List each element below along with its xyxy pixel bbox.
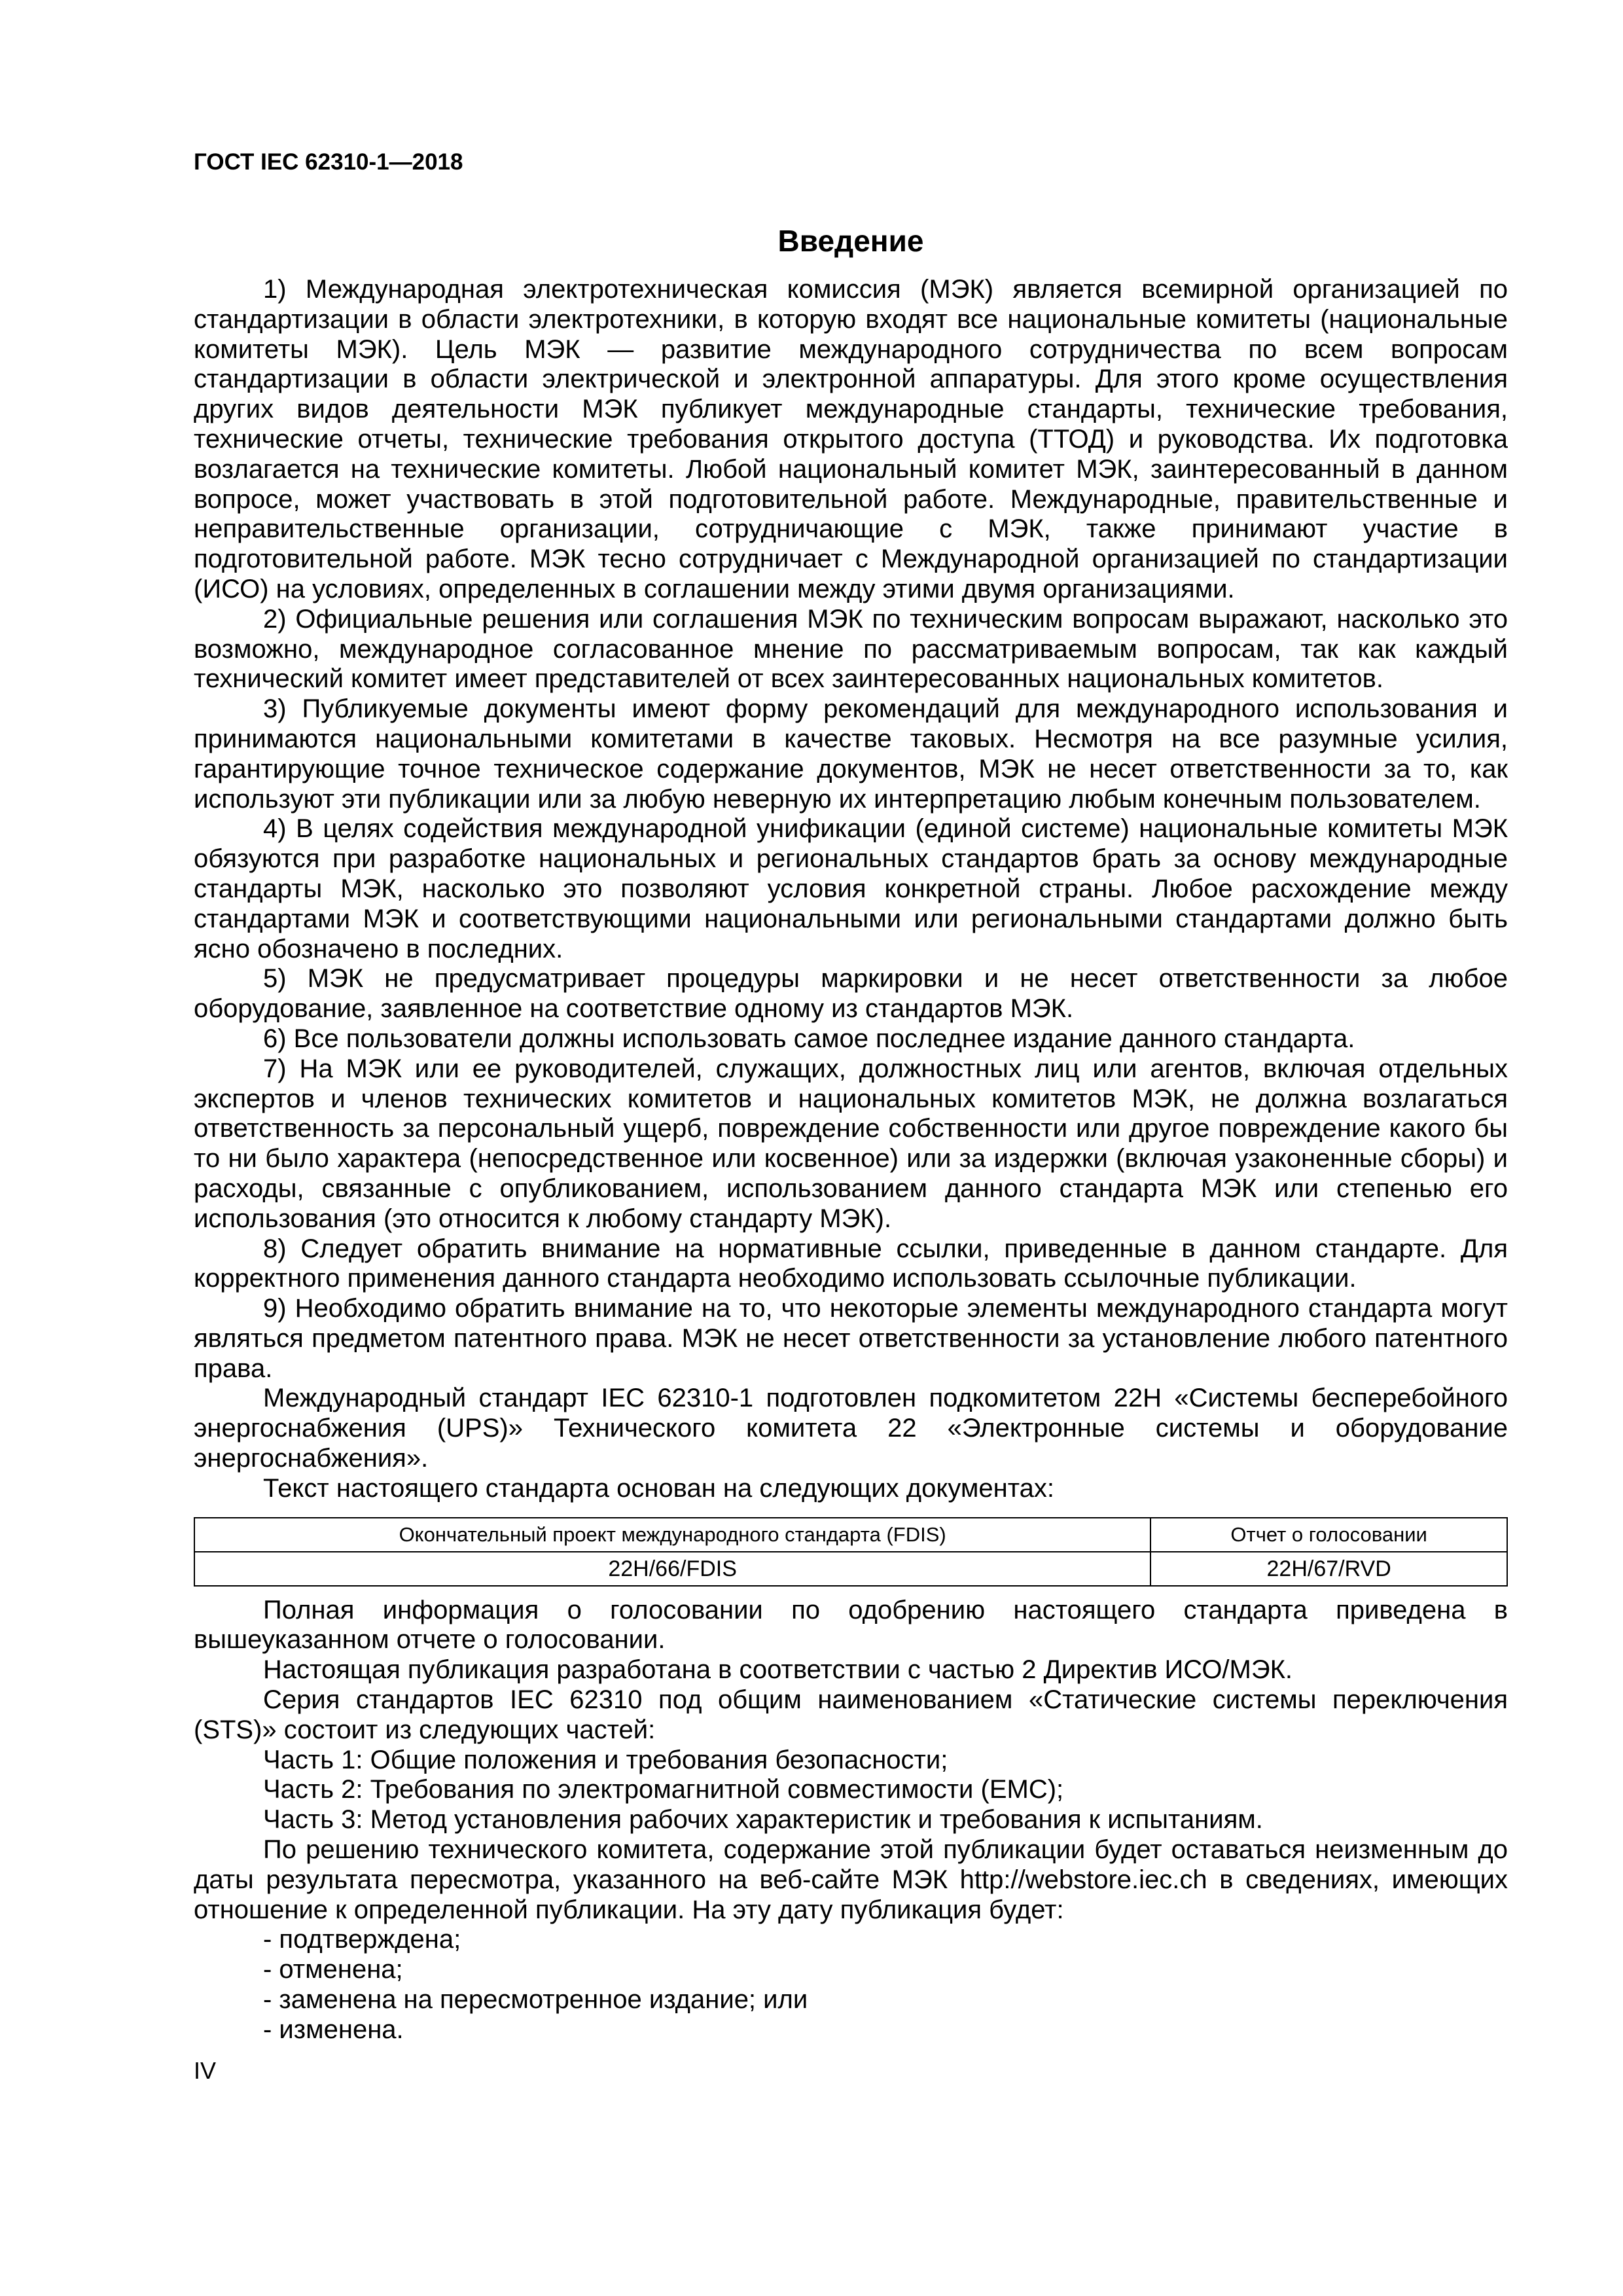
paragraph-3: 3) Публикуемые документы имеют форму рекомендаций для международного использования и принимаются национальными комитетами в качестве таковых. Несмотря на все разумные усилия, гарантирующие точное техническое содержание документов, МЭК не несет ответственности за то, как используют эти публикации или за любую неверную их интерпретацию любым конечным пользователем. (194, 694, 1508, 814)
list-item-part-3: Часть 3: Метод установления рабочих характеристик и требования к испытаниям. (263, 1805, 1263, 1835)
paragraph-documents-intro: Текст настоящего стандарта основан на следующих документах: (263, 1473, 1054, 1503)
page-number: IV (194, 2057, 217, 2084)
list-item-status-amended: - изменена. (263, 2015, 404, 2044)
list-item-part-2: Часть 2: Требования по электромагнитной совместимости (EMC); (263, 1775, 1064, 1804)
document-body (194, 275, 1508, 2045)
table-header-fdis: Окончательный проект международного стандарта (FDIS) (194, 1518, 1150, 1552)
paragraph-9: 9) Необходимо обратить внимание на то, что некоторые элементы международного стандарта могут являться предметом патентного права. МЭК не несет ответственности за установление любого патентного права. (194, 1294, 1508, 1383)
paragraph-2: 2) Официальные решения или соглашения МЭК по техническим вопросам выражают, насколько это возможно, международное согласованное мнение по рассматриваемым вопросам, так как каждый технический комитет имеет представителей от всех заинтересованных национальных комитетов. (194, 604, 1508, 694)
paragraph-6: 6) Все пользователи должны использовать самое последнее издание данного стандарта. (263, 1024, 1355, 1053)
paragraph-subcommittee: Международный стандарт IEC 62310-1 подготовлен подкомитетом 22H «Системы бесперебойного энергоснабжения (UPS)» Технического комитета 22 «Электронные системы и оборудование энергоснабжения». (194, 1384, 1508, 1473)
paragraph-series: Серия стандартов IEC 62310 под общим наименованием «Статические системы переключения (STS)» состоит из следующих частей: (194, 1685, 1508, 1744)
list-item-part-1: Часть 1: Общие положения и требования безопасности; (263, 1745, 948, 1774)
paragraph-1: 1) Международная электротехническая комиссия (МЭК) является всемирной организацией по стандартизации в области электротехники, в которую входят все национальные комитеты (национальные комитеты МЭК). Цель МЭК — развитие международного сотрудничества по всем вопросам стандартизации в области электрической и электронной аппаратуры. Для этого кроме осуществления других видов деятельности МЭК публикует международные стандарты, технические требования, технические отчеты, технические требования открытого доступа (ТТОД) и руководства. Их подготовка возлагается на технические комитеты. Любой национальный комитет МЭК, заинтересованный в данном вопросе, может участвовать в этой подготовительной работе. Международные, правительственные и неправительственные организации, сотрудничающие с МЭК, также принимают участие в подготовительной работе. МЭК тесно сотрудничает с Международной организацией по стандартизации (ИСО) на условиях, определенных в соглашении между этими двумя организациями. (194, 275, 1508, 603)
list-item-status-confirmed: - подтверждена; (263, 1925, 461, 1954)
paragraph-closing: По решению технического комитета, содержание этой публикации будет оставаться неизменным до даты результата пересмотра, указанного на веб-сайте МЭК http://webstore.iec.ch в сведениях, имеющих отношение к определенной публикации. На эту дату публикация будет: (194, 1835, 1508, 1924)
paragraph-voting-info: Полная информация о голосовании по одобрению настоящего стандарта приведена в вышеуказанном отчете о голосовании. (194, 1595, 1508, 1655)
paragraph-5: 5) МЭК не предусматривает процедуры маркировки и не несет ответственности за любое оборудование, заявленное на соответствие одному из стандартов МЭК. (194, 964, 1508, 1024)
voting-documents-table (194, 1517, 1508, 1587)
paragraph-7: 7) На МЭК или ее руководителей, служащих, должностных лиц или агентов, включая отдельных экспертов и членов технических комитетов и национальных комитетов МЭК, не должна возлагаться ответственность за персональный ущерб, повреждение собственности или другое повреждение какого бы то ни было характера (непосредственное или косвенное) или за издержки (включая узаконенные сборы) и расходы, связанные с опубликованием, использованием данного стандарта МЭК или степенью его использования (это относится к любому стандарту МЭК). (194, 1054, 1508, 1233)
paragraph-4: 4) В целях содействия международной унификации (единой системе) национальные комитеты МЭК обязуются при разработке национальных и региональных стандартов брать за основу международные стандарты МЭК, насколько это позволяют условия конкретной страны. Любое расхождение между стандартами МЭК и соответствующими национальными или региональными стандартами должно быть ясно обозначено в последних. (194, 814, 1508, 963)
table-header-report: Отчет о голосовании (1150, 1518, 1507, 1552)
document-id: ГОСТ IEC 62310-1—2018 (194, 149, 463, 175)
table-header-row (194, 1518, 1507, 1552)
table-cell-fdis: 22H/66/FDIS (194, 1552, 1150, 1586)
table-cell-rvd: 22H/67/RVD (1150, 1552, 1507, 1586)
list-item-status-withdrawn: - отменена; (263, 1955, 403, 1984)
section-title: Введение (777, 224, 924, 258)
paragraph-directives: Настоящая публикация разработана в соответствии с частью 2 Директив ИСО/МЭК. (263, 1655, 1293, 1685)
list-item-status-replaced: - заменена на пересмотренное издание; или (263, 1985, 808, 2015)
paragraph-8: 8) Следует обратить внимание на нормативные ссылки, приведенные в данном стандарте. Для корректного применения данного стандарта необходимо использовать ссылочные публикации. (194, 1234, 1508, 1293)
table-row (194, 1552, 1507, 1586)
